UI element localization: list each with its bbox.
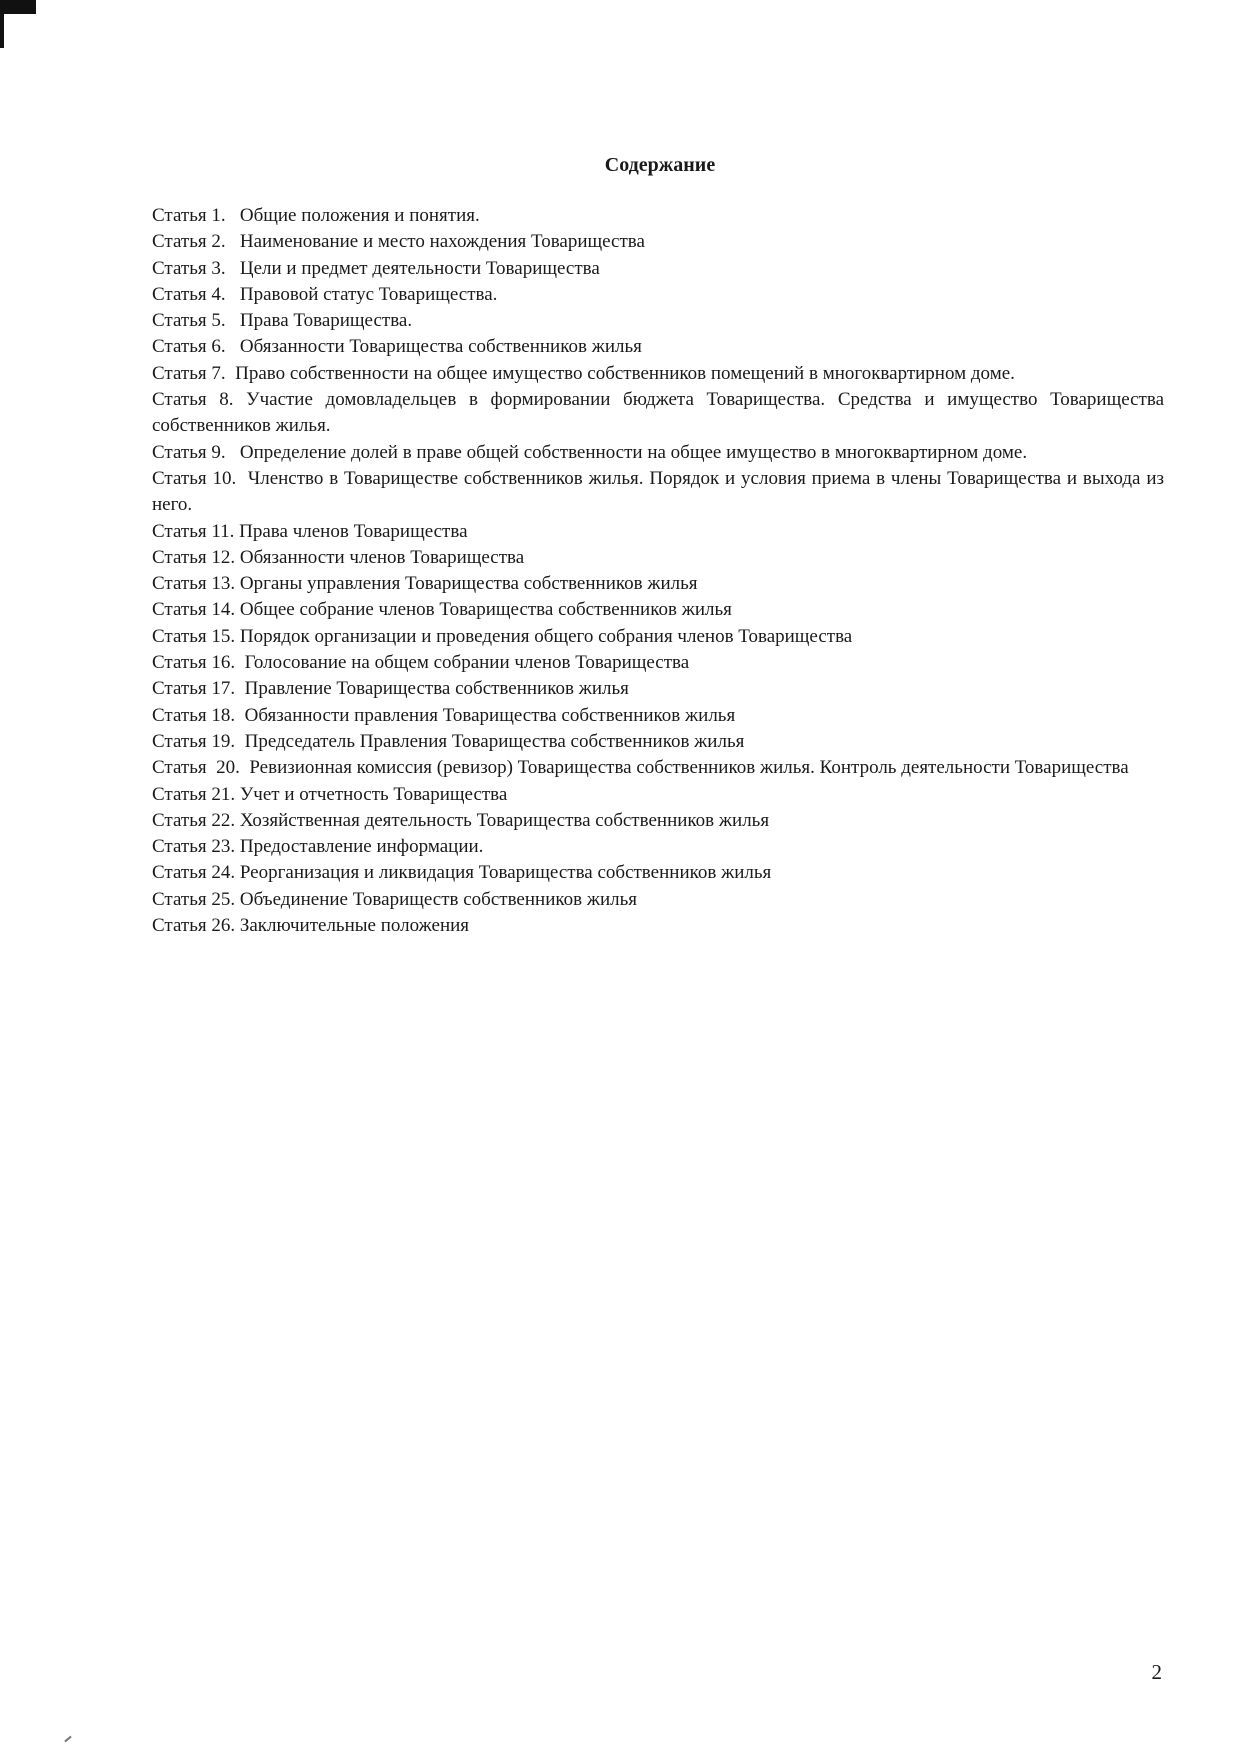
toc-entry-number: Статья 12.	[152, 546, 240, 568]
toc-entry	[152, 624, 1164, 650]
toc-entry-title: Органы управления Товарищества собственников жилья	[239, 573, 698, 595]
toc-entry	[152, 808, 1164, 834]
toc-entry-number: Статья 8.	[152, 389, 247, 411]
toc-entry-title: Заключительные положения	[239, 915, 470, 937]
toc-entry-title: Обязанности Товарищества собственников жилья	[239, 336, 642, 358]
toc-entry-number: Статья 6.	[152, 336, 240, 358]
toc-entry-number: Статья 15.	[152, 625, 240, 647]
toc-entry-title: Общие положения и понятия.	[239, 205, 480, 226]
toc-entry	[152, 256, 1164, 282]
toc-entry-title: Реорганизация и ликвидация Товарищества собственников жилья	[239, 862, 772, 884]
toc-entry-number: Статья 11.	[152, 520, 240, 542]
toc-entry-title: Учет и отчетность Товарищества	[239, 783, 508, 805]
toc-entry	[152, 887, 1164, 913]
toc-entry	[152, 676, 1164, 702]
toc-entry-title: Объединение Товариществ собственников жилья	[239, 888, 638, 910]
toc-entry	[152, 308, 1164, 334]
toc-entry-number: Статья 17.	[152, 678, 245, 700]
toc-entry-title: Определение долей в праве общей собственности на общее имущество в многоквартирном доме.	[239, 441, 1028, 463]
toc-entry-number: Статья 24.	[152, 862, 240, 884]
toc-entry-number: Статья 9.	[152, 441, 240, 463]
toc-entry-number: Статья 18.	[152, 704, 245, 726]
toc-entry	[152, 729, 1164, 755]
scan-edge-mark	[0, 0, 4, 48]
toc-entry-number: Статья 20.	[152, 757, 250, 779]
toc-entry-title: Порядок организации и проведения общего собрания членов Товарищества	[239, 625, 853, 647]
toc-entry-title: Право собственности на общее имущество собственников помещений в многоквартирном доме.	[235, 362, 1015, 384]
toc-entry-title: Цели и предмет деятельности Товарищества	[239, 257, 600, 279]
page-title: Содержание	[604, 154, 716, 176]
toc-entry	[152, 229, 1164, 255]
toc-entry-number: Статья 5.	[152, 310, 240, 332]
toc-entry	[152, 782, 1164, 808]
toc-entry-title: Предоставление информации.	[239, 836, 484, 858]
toc-entry-title: Правление Товарищества собственников жилья	[244, 678, 629, 700]
toc-entry	[152, 440, 1164, 466]
toc-entry-title: Правовой статус Товарищества.	[239, 283, 498, 305]
toc-entry-number: Статья 19.	[152, 730, 245, 752]
toc-entry-title: Обязанности правления Товарищества собственников жилья	[244, 704, 736, 726]
toc-entry-title: Права членов Товарищества	[239, 520, 468, 542]
toc-entry-number: Статья 7.	[152, 362, 236, 384]
toc-entry	[152, 597, 1164, 623]
toc-entry-title: Хозяйственная деятельность Товарищества собственников жилья	[239, 809, 770, 831]
toc-entry-number: Статья 4.	[152, 283, 240, 305]
toc-entry	[152, 387, 1164, 440]
toc-entry	[152, 282, 1164, 308]
toc-entry-title: Участие домовладельцев в формировании бюджета Товарищества. Средства и имущество Товарищества собственников жилья.	[152, 389, 1165, 437]
page-number: 2	[1151, 1660, 1162, 1684]
toc-entry-number: Статья 25.	[152, 888, 240, 910]
scan-edge-mark	[0, 0, 36, 14]
toc-entry-number: Статья 26.	[152, 915, 240, 937]
toc-entry	[152, 334, 1164, 360]
toc-entry-title: Ревизионная комиссия (ревизор) Товарищества собственников жилья. Контроль деятельности Товарищества	[249, 757, 1129, 779]
toc-entry-number: Статья 2.	[152, 231, 240, 253]
toc-entry	[152, 361, 1164, 387]
table-of-contents	[152, 203, 1164, 939]
scan-artifact	[64, 1736, 71, 1743]
toc-entry-number: Статья 23.	[152, 836, 240, 858]
toc-entry	[152, 650, 1164, 676]
toc-entry-number: Статья 3.	[152, 257, 240, 279]
toc-entry	[152, 519, 1164, 545]
toc-entry	[152, 834, 1164, 860]
toc-entry-number: Статья 10.	[152, 467, 248, 489]
toc-entry-title: Общее собрание членов Товарищества собственников жилья	[239, 599, 732, 621]
toc-entry-title: Права Товарищества.	[239, 310, 413, 332]
toc-entry-title: Голосование на общем собрании членов Товарищества	[244, 652, 690, 674]
toc-entry-number: Статья 1.	[152, 205, 240, 226]
toc-entry	[152, 703, 1164, 729]
toc-entry-number: Статья 13.	[152, 573, 240, 595]
toc-entry	[152, 913, 1164, 939]
toc-entry-title: Председатель Правления Товарищества собственников жилья	[244, 730, 745, 752]
toc-entry	[152, 203, 1164, 229]
toc-entry	[152, 860, 1164, 886]
toc-entry-title: Членство в Товариществе собственников жилья. Порядок и условия приема в члены Товарищества и выхода из него.	[152, 467, 1164, 516]
toc-entry	[152, 755, 1164, 781]
toc-entry-title: Обязанности членов Товарищества	[239, 546, 525, 568]
toc-entry	[152, 571, 1164, 597]
toc-entry-number: Статья 22.	[152, 809, 240, 831]
toc-entry-number: Статья 16.	[152, 652, 245, 674]
toc-entry	[152, 545, 1164, 571]
toc-entry-title: Наименование и место нахождения Товарищества	[239, 231, 645, 253]
toc-entry-number: Статья 14.	[152, 599, 240, 621]
toc-entry-number: Статья 21.	[152, 783, 240, 805]
toc-entry	[152, 466, 1164, 519]
